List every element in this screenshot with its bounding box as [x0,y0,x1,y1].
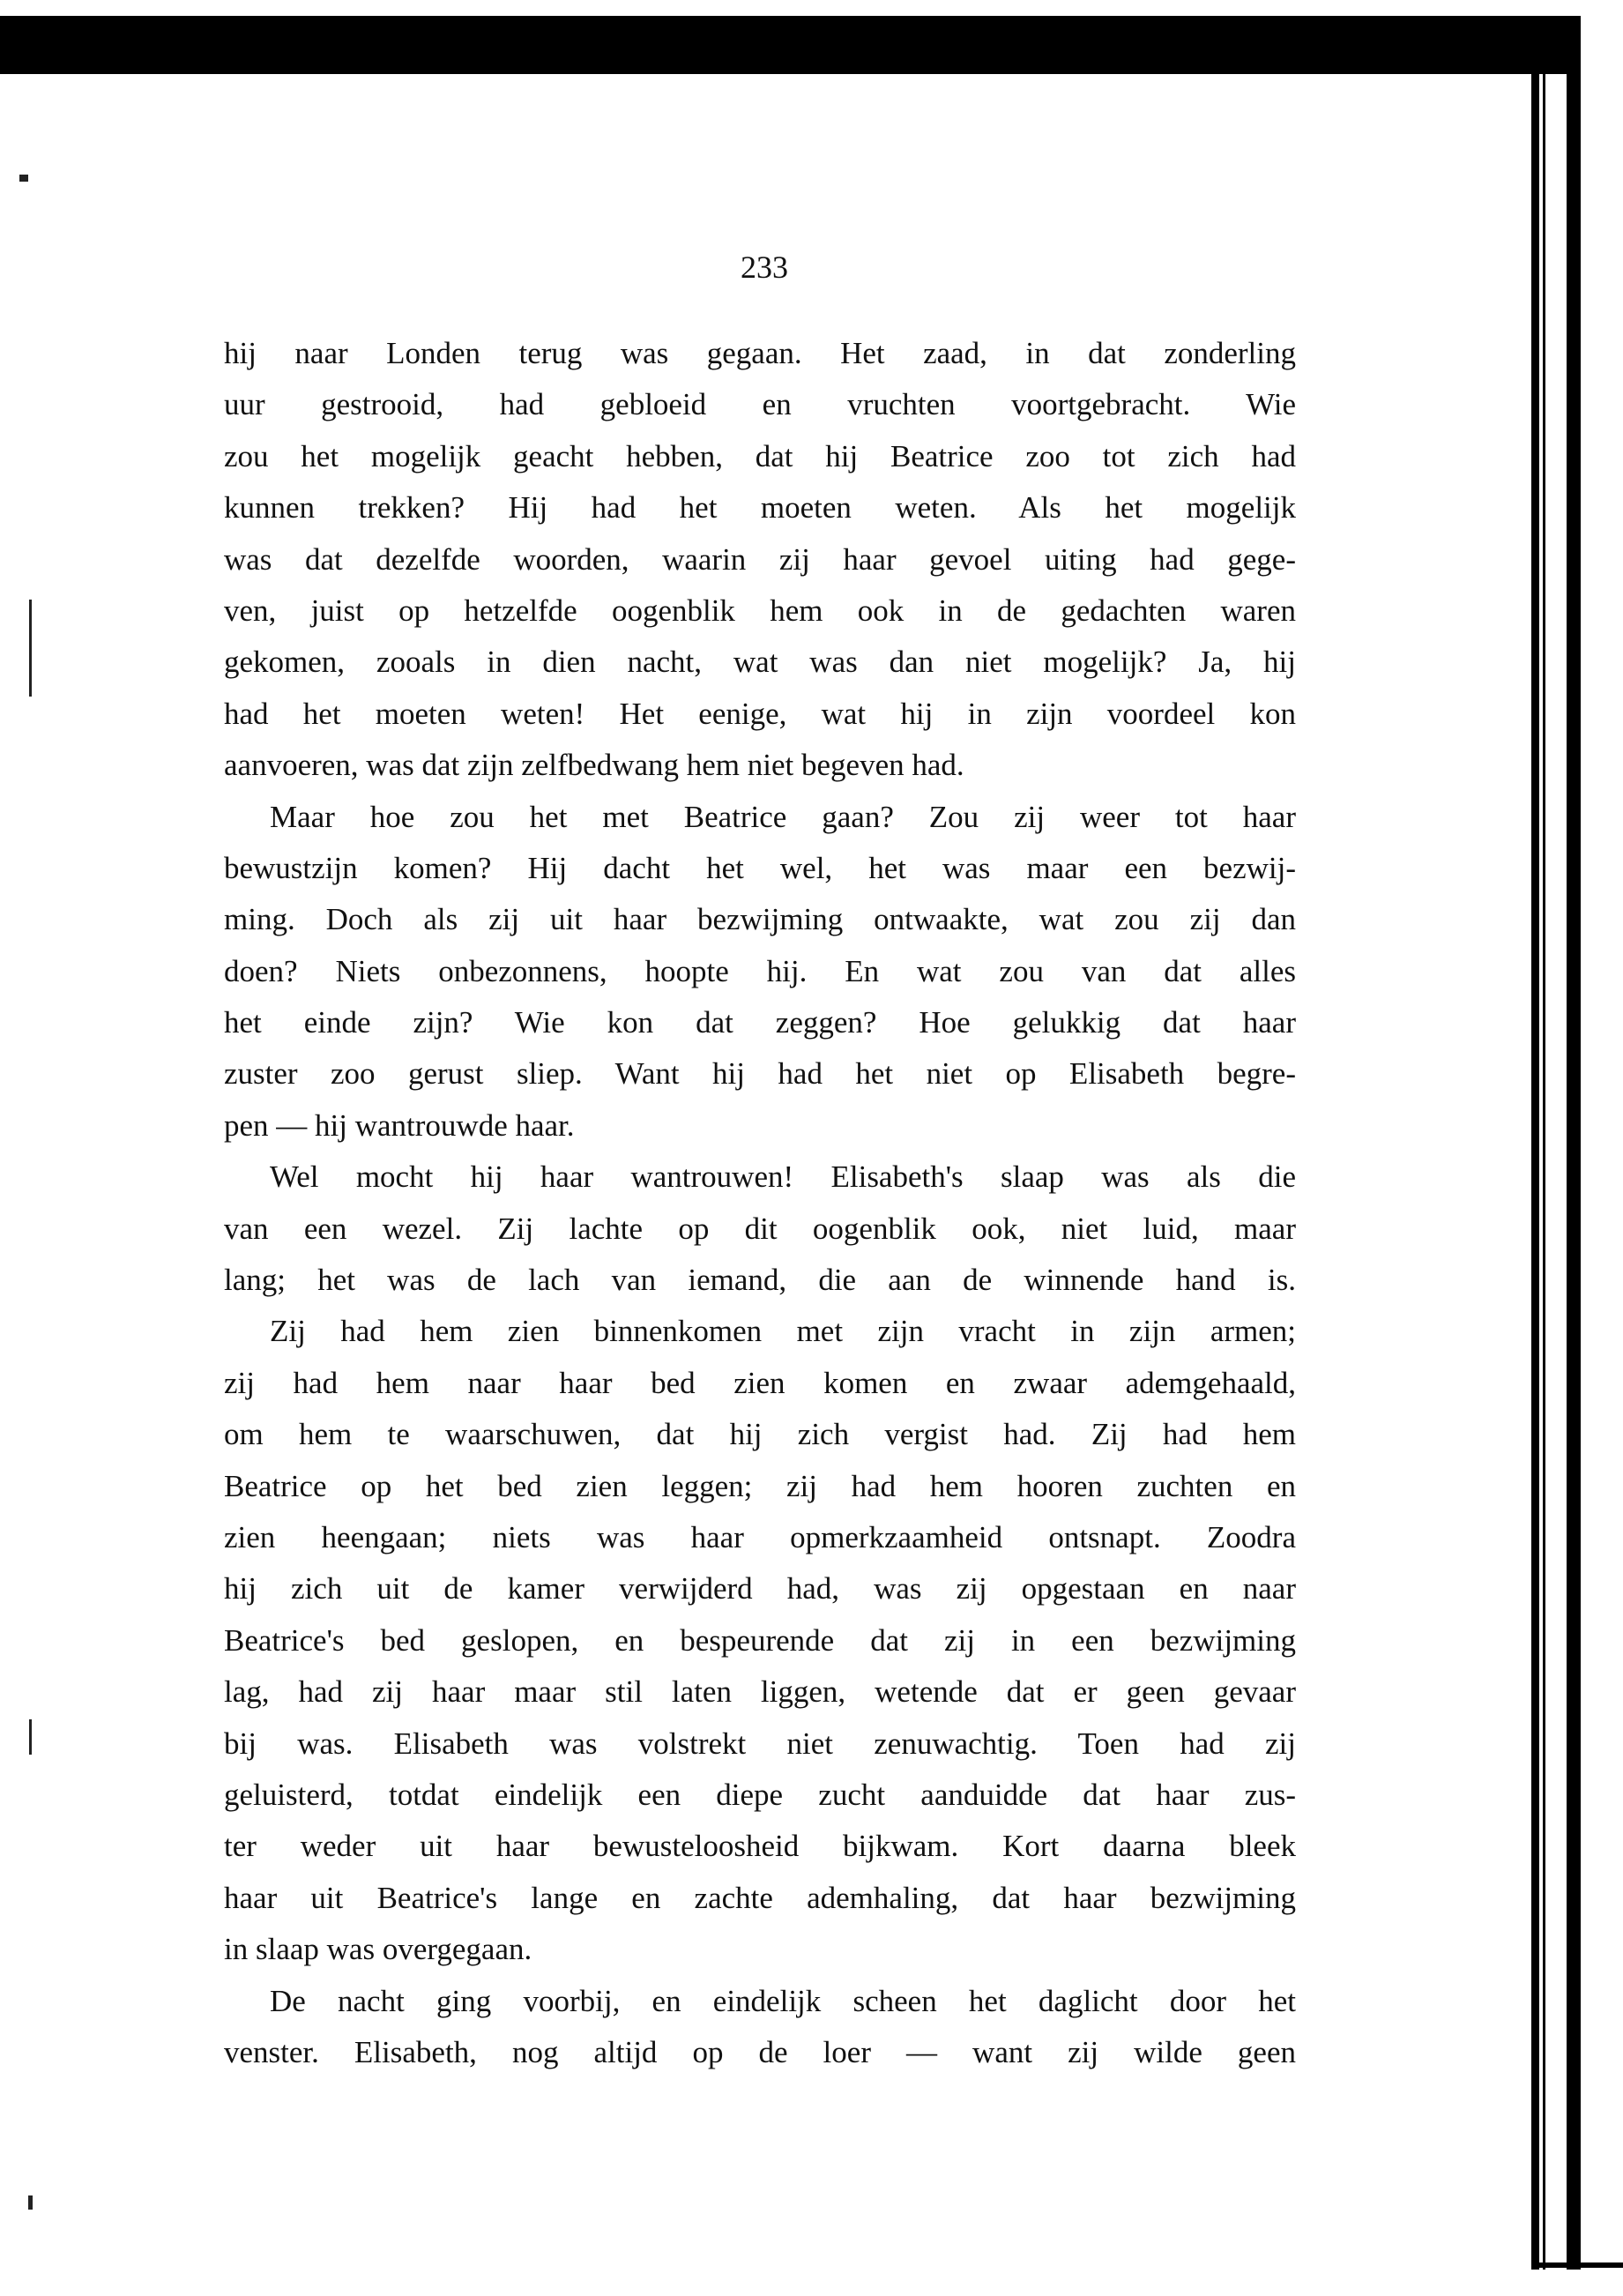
scan-mark [29,600,32,697]
text-line: ter weder uit haar bewusteloosheid bijkwam. Kort daarna bleek [224,1829,1296,1864]
text-line: aanvoeren, was dat zijn zelfbedwang hem niet begeven had. [224,748,964,783]
scan-mark [19,175,28,182]
body-text [224,336,1296,2086]
scan-top-edge [0,16,1581,74]
text-line: zuster zoo gerust sliep. Want hij had het niet op Elisabeth begre- [224,1056,1296,1092]
text-line: om hem te waarschuwen, dat hij zich vergist had. Zij had hem [224,1417,1296,1452]
scan-right-edge [1567,18,1581,2270]
scan-bottom-edge [1531,2262,1623,2268]
text-line: het einde zijn? Wie kon dat zeggen? Hoe gelukkig dat haar [224,1005,1296,1040]
scan-mark [29,1719,32,1755]
text-line: zij had hem naar haar bed zien komen en zwaar ademgehaald, [224,1365,1296,1400]
text-line: Beatrice op het bed zien leggen; zij had hem hooren zuchten en [224,1468,1296,1503]
text-line: van een wezel. Zij lachte op dit oogenblik ook, niet luid, maar [224,1211,1296,1246]
text-line: haar uit Beatrice's lange en zachte ademhaling, dat haar bezwijming [224,1880,1296,1915]
text-line: had het moeten weten! Het eenige, wat hij in zijn voordeel kon [224,696,1296,731]
text-line: Beatrice's bed geslopen, en bespeurende dat zij in een bezwijming [224,1622,1296,1658]
text-line: in slaap was overgegaan. [224,1932,532,1967]
text-line: venster. Elisabeth, nog altijd op de loer — want zij wilde geen [224,2034,1296,2069]
text-line: Zij had hem zien binnenkomen met zijn vracht in zijn armen; [270,1314,1296,1349]
text-line: De nacht ging voorbij, en eindelijk scheen het daglicht door het [270,1983,1296,2018]
scan-right-edge [1531,74,1539,2270]
text-line: doen? Niets onbezonnens, hoopte hij. En wat zou van dat alles [224,953,1296,988]
text-line: hij naar Londen terug was gegaan. Het zaad, in dat zonderling [224,336,1296,370]
text-line: pen — hij wantrouwde haar. [224,1107,575,1143]
text-line: gekomen, zooals in dien nacht, wat was dan niet mogelijk? Ja, hij [224,645,1296,680]
text-line: ming. Doch als zij uit haar bezwijming ontwaakte, wat zou zij dan [224,902,1296,937]
scan-mark [28,2195,33,2210]
text-line: Wel mocht hij haar wantrouwen! Elisabeth's slaap was als die [270,1159,1296,1195]
text-line: bewustzijn komen? Hij dacht het wel, het was maar een bezwij- [224,850,1296,885]
text-line: lang; het was de lach van iemand, die aan de winnende hand is. [224,1263,1296,1298]
text-line: ven, juist op hetzelfde oogenblik hem ook in de gedachten waren [224,593,1296,628]
text-line: bij was. Elisabeth was volstrekt niet zenuwachtig. Toen had zij [224,1726,1296,1761]
text-line: was dat dezelfde woorden, waarin zij haar gevoel uiting had gege- [224,541,1296,577]
page-number: 233 [741,250,788,285]
text-line: Maar hoe zou het met Beatrice gaan? Zou zij weer tot haar [270,799,1296,834]
text-line: uur gestrooid, had gebloeid en vruchten voortgebracht. Wie [224,387,1296,422]
text-line: zien heengaan; niets was haar opmerkzaamheid ontsnapt. Zoodra [224,1519,1296,1554]
text-line: zou het mogelijk geacht hebben, dat hij Beatrice zoo tot zich had [224,438,1296,473]
text-line: kunnen trekken? Hij had het moeten weten. Als het mogelijk [224,490,1296,526]
text-line: geluisterd, totdat eindelijk een diepe zucht aanduidde dat haar zus- [224,1777,1296,1812]
scan-right-edge [1543,74,1545,2270]
text-line: hij zich uit de kamer verwijderd had, was zij opgestaan en naar [224,1571,1296,1606]
text-line: lag, had zij haar maar stil laten liggen, wetende dat er geen gevaar [224,1674,1296,1710]
